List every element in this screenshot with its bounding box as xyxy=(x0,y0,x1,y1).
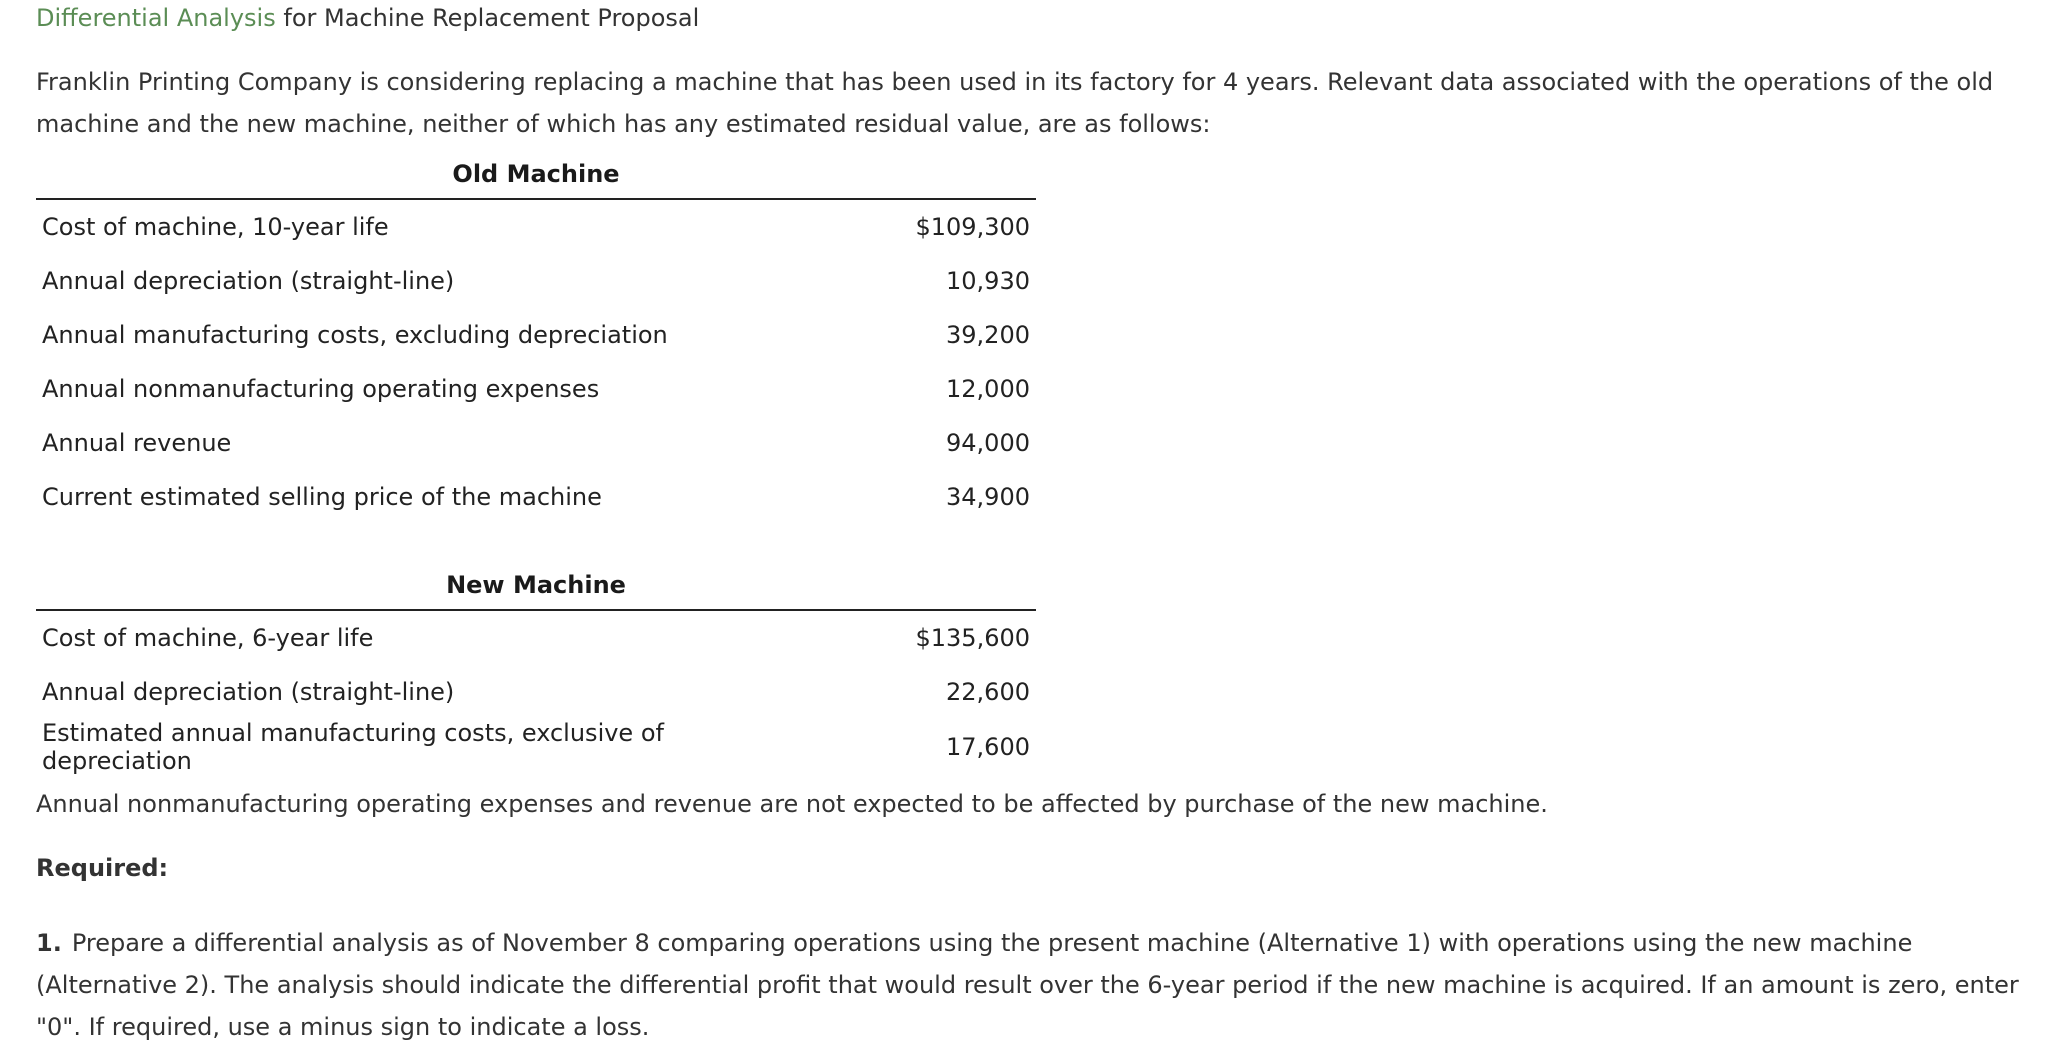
row-label: Annual depreciation (straight-line) xyxy=(42,267,455,295)
table-row xyxy=(36,308,1036,362)
row-label: Estimated annual manufacturing costs, exclusive of depreciation xyxy=(42,719,664,775)
row-value: 94,000 xyxy=(946,429,1030,457)
table-row xyxy=(36,665,1036,719)
row-label: Annual nonmanufacturing operating expenses xyxy=(42,375,600,403)
table-row xyxy=(36,470,1036,524)
row-value: 10,930 xyxy=(946,267,1030,295)
row-label: Cost of machine, 10-year life xyxy=(42,213,389,241)
row-label: Annual depreciation (straight-line) xyxy=(42,678,455,706)
requirement-text: Prepare a differential analysis as of November 8 comparing operations using the present machine (Alternative 1) with operations using the new machine (Alternative 2). The analysis should indicate the differential profit that would result over the 6-year period if the new machine is acquired. If an amount is zero, enter "0". If required, use a minus sign to indicate a loss. xyxy=(36,929,2019,1041)
row-value: 22,600 xyxy=(946,678,1030,706)
required-heading: Required: xyxy=(36,854,169,882)
row-label: Current estimated selling price of the machine xyxy=(42,483,602,511)
row-label: Cost of machine, 6-year life xyxy=(42,624,374,652)
table-row xyxy=(36,254,1036,308)
row-label: Annual manufacturing costs, excluding depreciation xyxy=(42,321,668,349)
row-value: $135,600 xyxy=(915,624,1030,652)
row-label: Annual revenue xyxy=(42,429,232,457)
old-machine-table xyxy=(36,150,1036,524)
requirement-item xyxy=(36,922,2046,1048)
new-machine-heading: New Machine xyxy=(36,561,1036,610)
old-machine-heading: Old Machine xyxy=(36,150,1036,199)
requirement-number: 1. xyxy=(36,929,62,957)
row-value: 34,900 xyxy=(946,483,1030,511)
intro-paragraph: Franklin Printing Company is considering replacing a machine that has been used in its factory for 4 years. Relevant data associated with the operations of the old machine and the new machine, neither of which has any estimated residual value, are as follows: xyxy=(36,68,1994,138)
table-row xyxy=(36,362,1036,416)
row-value: 17,600 xyxy=(946,733,1030,761)
row-value: $109,300 xyxy=(915,213,1030,241)
table-row xyxy=(36,416,1036,470)
note-paragraph: Annual nonmanufacturing operating expenses and revenue are not expected to be affected by purchase of the new machine. xyxy=(36,790,1548,818)
title-text: for Machine Replacement Proposal xyxy=(275,4,700,32)
page-title xyxy=(36,3,699,33)
row-value: 39,200 xyxy=(946,321,1030,349)
table-row xyxy=(36,719,1036,775)
new-machine-table xyxy=(36,561,1036,775)
title-link[interactable]: Differential Analysis xyxy=(36,4,276,32)
table-row xyxy=(36,199,1036,254)
row-value: 12,000 xyxy=(946,375,1030,403)
table-row xyxy=(36,610,1036,665)
